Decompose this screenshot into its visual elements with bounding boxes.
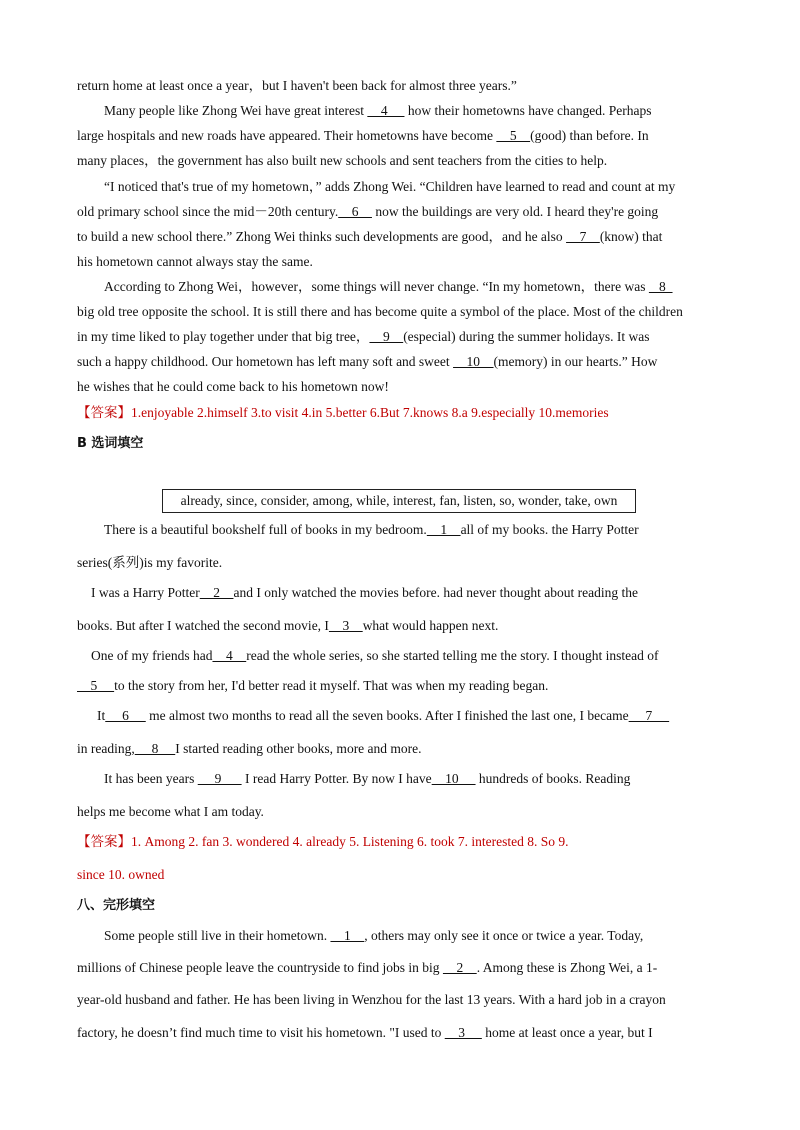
text: I read Harry Potter. By now I have — [241, 771, 432, 786]
text: now the buildings are very old. I heard they're going — [371, 204, 659, 219]
text: Some people still live in their hometown. — [104, 928, 331, 943]
text: , others may only see it once or twice a year. Today, — [364, 928, 644, 943]
blank-5[interactable]: 5 — [77, 678, 115, 693]
passage-a-line-9 — [104, 278, 673, 296]
text: many places，the government has also built new schools and sent teachers from the cities to help. — [77, 153, 608, 168]
passage-b-line-8 — [77, 740, 422, 758]
passage-b-line-10 — [77, 803, 264, 821]
blank-4[interactable]: 4 — [212, 648, 247, 663]
text: large hospitals and new roads have appeared. Their hometowns have become — [77, 128, 497, 143]
section-b-heading: B 选词填空 — [77, 436, 144, 451]
text: I started reading other books, more and more. — [175, 741, 422, 756]
text: to build a new school there.” Zhong Wei thinks such developments are good，and he also — [77, 229, 567, 244]
blank-8[interactable]: 8 — [648, 279, 673, 294]
text: big old tree opposite the school. It is still there and has become quite a symbol of the place. Most of the children — [77, 304, 683, 319]
passage-a-line-2 — [104, 102, 652, 120]
blank-2[interactable]: 2 — [199, 585, 234, 600]
passage-b-line-2 — [77, 554, 222, 572]
blank-1[interactable]: 1 — [330, 928, 365, 943]
passage-b-line-1 — [104, 521, 639, 539]
text: read the whole series, so she started telling me the story. I thought instead of — [246, 648, 659, 663]
text: According to Zhong Wei，however，some things will never change. “In my hometown，there was — [104, 279, 649, 294]
text: (memory) in our hearts.” How — [493, 354, 658, 369]
text: It — [97, 708, 106, 723]
text: in reading, — [77, 741, 135, 756]
text: to the story from her, I'd better read it myself. That was when my reading began. — [114, 678, 549, 693]
text: home at least once a year, but I — [481, 1025, 653, 1040]
passage-a-line-12 — [77, 353, 657, 371]
text: (especial) during the summer holidays. It was — [403, 329, 650, 344]
passage-b-line-4 — [77, 617, 498, 635]
blank-9[interactable]: 9 — [369, 329, 404, 344]
blank-6[interactable]: 6 — [105, 708, 146, 723]
passage-c-line-4 — [77, 1024, 653, 1042]
blank-3[interactable]: 3 — [328, 618, 363, 633]
passage-b-line-6 — [77, 677, 548, 695]
text: It has been years — [104, 771, 198, 786]
text: me almost two months to read all the seven books. After I finished the last one, I became — [145, 708, 629, 723]
passage-a-line-5 — [104, 178, 675, 196]
text: There is a beautiful bookshelf full of books in my bedroom. — [104, 522, 427, 537]
blank-1[interactable]: 1 — [426, 522, 461, 537]
text: series(系列)is my favorite. — [77, 555, 223, 570]
passage-a-line-3 — [77, 127, 649, 145]
text: his hometown cannot always stay the same. — [77, 254, 313, 269]
text: such a happy childhood. Our hometown has left many soft and sweet — [77, 354, 454, 369]
text: factory, he doesn’t find much time to visit his hometown. "I used to — [77, 1025, 445, 1040]
text: Many people like Zhong Wei have great interest — [104, 103, 368, 118]
text: year-old husband and father. He has been living in Wenzhou for the last 13 years. With a hard job in a crayon — [77, 992, 666, 1007]
blank-10[interactable]: 10 — [431, 771, 476, 786]
text: in my time liked to play together under that big tree， — [77, 329, 370, 344]
passage-b-line-5 — [91, 647, 659, 665]
blank-2[interactable]: 2 — [442, 960, 477, 975]
passage-a-line-4 — [77, 152, 607, 170]
text: I was a Harry Potter — [91, 585, 200, 600]
text: he wishes that he could come back to his hometown now! — [77, 379, 389, 394]
passage-c-line-2 — [77, 959, 657, 977]
blank-8[interactable]: 8 — [134, 741, 176, 756]
text: and I only watched the movies before. had never thought about reading the — [233, 585, 638, 600]
passage-a-line-6 — [77, 203, 658, 221]
passage-c-line-3 — [77, 991, 666, 1009]
passage-b-line-7 — [97, 707, 669, 725]
text: all of my books. the Harry Potter — [460, 522, 639, 537]
blank-9[interactable]: 9 — [197, 771, 242, 786]
answer-key-b-1: 【答案】1. Among 2. fan 3. wondered 4. already 5. Listening 6. took 7. interested 8. So 9. — [77, 834, 569, 849]
text: helps me become what I am today. — [77, 804, 264, 819]
passage-b-line-9 — [104, 770, 630, 788]
blank-7[interactable]: 7 — [566, 229, 600, 244]
passage-a-line-11 — [77, 328, 650, 346]
blank-4[interactable]: 4 — [367, 103, 405, 118]
passage-c-line-1 — [104, 927, 643, 945]
passage-a-line-13 — [77, 378, 389, 396]
passage-b-line-3 — [91, 584, 638, 602]
text: . Among these is Zhong Wei, a 1- — [476, 960, 658, 975]
blank-6[interactable]: 6 — [338, 204, 372, 219]
answer-key-b-2: since 10. owned — [77, 867, 165, 882]
text: what would happen next. — [362, 618, 499, 633]
passage-a-line-7 — [77, 228, 662, 246]
blank-7[interactable]: 7 — [628, 708, 670, 723]
text: One of my friends had — [91, 648, 213, 663]
section-c-heading: 八、完形填空 — [77, 898, 156, 913]
text: millions of Chinese people leave the countryside to find jobs in big — [77, 960, 443, 975]
blank-5[interactable]: 5 — [496, 128, 531, 143]
text: (know) that — [599, 229, 663, 244]
text: hundreds of books. Reading — [475, 771, 631, 786]
word-bank-box: already, since, consider, among, while, interest, fan, listen, so, wonder, take, own — [162, 489, 636, 513]
passage-a-line-8 — [77, 253, 313, 271]
blank-10[interactable]: 10 — [453, 354, 494, 369]
passage-a-line-10 — [77, 303, 683, 321]
text: return home at least once a year，but I haven't been back for almost three years.” — [77, 78, 517, 93]
text: (good) than before. In — [530, 128, 649, 143]
text: old primary school since the mid－20th century. — [77, 204, 339, 219]
text: how their hometowns have changed. Perhaps — [404, 103, 652, 118]
text: “I noticed that's true of my hometown，” adds Zhong Wei. “Children have learned to read and count at my — [104, 179, 676, 194]
text: books. But after I watched the second movie, I — [77, 618, 329, 633]
passage-a-line-1 — [77, 77, 517, 95]
answer-key-a: 【答案】1.enjoyable 2.himself 3.to visit 4.in 5.better 6.But 7.knows 8.a 9.especially 10.memories — [77, 405, 609, 420]
blank-3[interactable]: 3 — [444, 1025, 482, 1040]
